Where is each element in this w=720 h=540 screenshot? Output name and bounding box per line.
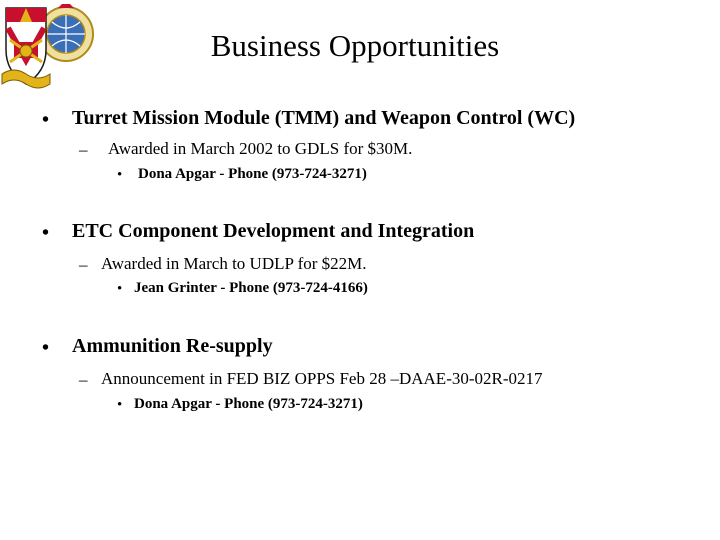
bullet-marker: •	[42, 222, 50, 244]
bullet-marker: •	[42, 109, 50, 131]
section-contact: Jean Grinter - Phone (973-724-4166)	[134, 280, 368, 296]
slide-title: Business Opportunities	[210, 28, 500, 63]
sub-bullet-marker: •	[117, 167, 123, 183]
section-detail: Awarded in March 2002 to GDLS for $30M.	[108, 139, 413, 158]
section-heading: Turret Mission Module (TMM) and Weapon Control (WC)	[72, 107, 576, 129]
section-detail: Awarded in March to UDLP for $22M.	[101, 254, 367, 273]
sub-bullet-marker: •	[117, 397, 123, 413]
bullet-marker: •	[42, 337, 50, 359]
dash-marker: –	[79, 370, 88, 389]
dash-marker: –	[79, 140, 88, 159]
section-heading: Ammunition Re-supply	[72, 335, 273, 357]
section-detail: Announcement in FED BIZ OPPS Feb 28 –DAAE-30-02R-0217	[101, 369, 543, 388]
sub-bullet-marker: •	[117, 281, 123, 297]
section-contact: Dona Apgar - Phone (973-724-3271)	[134, 396, 363, 412]
section-contact: Dona Apgar - Phone (973-724-3271)	[138, 166, 367, 182]
dash-marker: –	[79, 255, 88, 274]
section-heading: ETC Component Development and Integration	[72, 220, 475, 242]
